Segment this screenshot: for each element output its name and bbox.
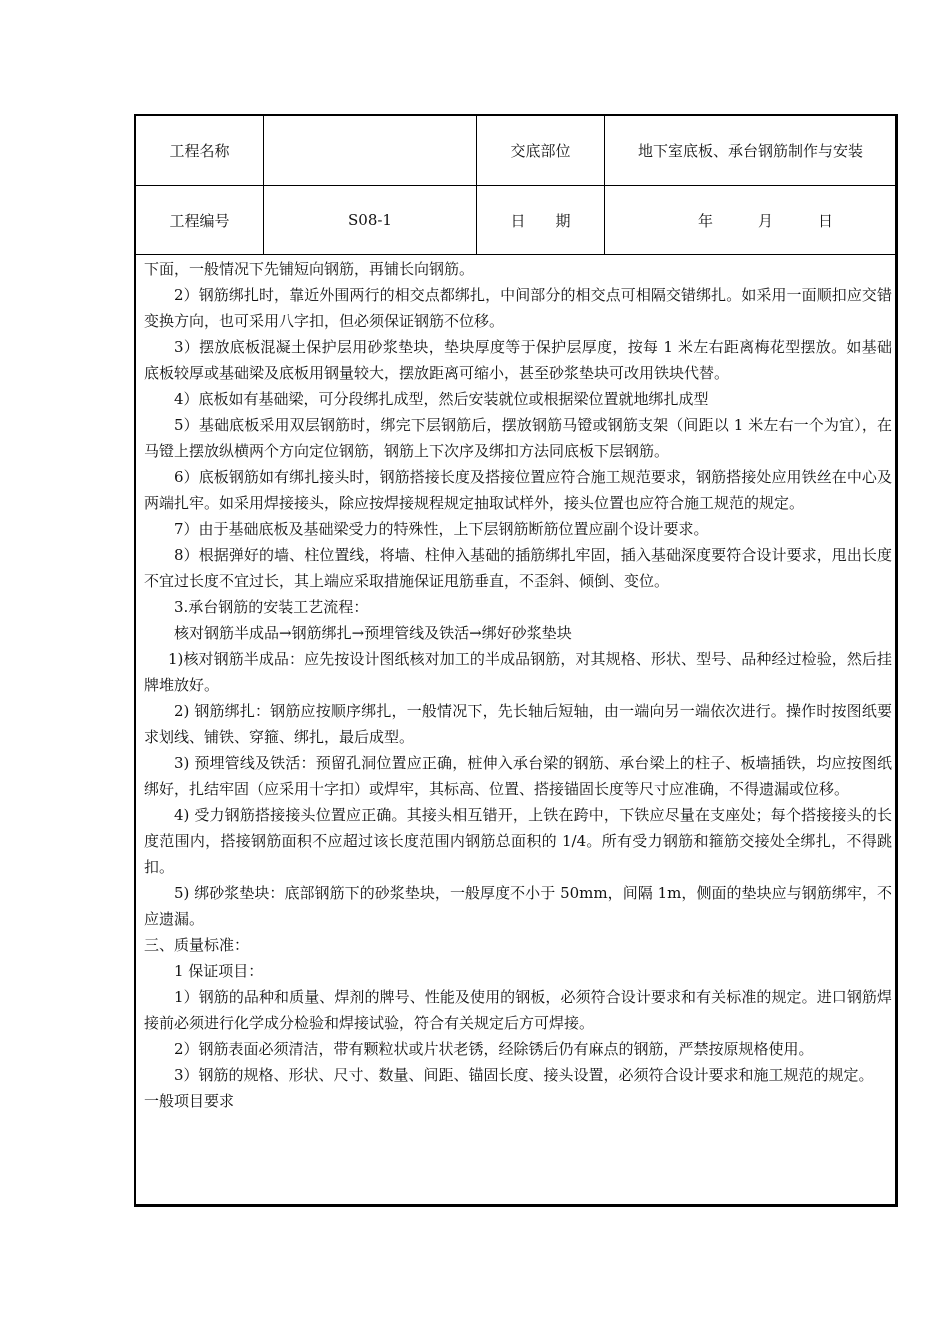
date-value: 年 月 日 [697,211,833,230]
content-paragraph: 1)核对钢筋半成品：应先按设计图纸核对加工的半成品钢筋，对其规格、形状、型号、品种经过检验，然后挂牌堆放好。 [144,650,892,694]
content-paragraph: 一般项目要求 [144,1092,235,1110]
location-value: 地下室底板、承台钢筋制作与安装 [637,142,863,160]
content-paragraph: 3.承台钢筋的安装工艺流程： [174,598,369,616]
disclosure-content [144,256,892,1114]
content-paragraph: 5）基础底板采用双层钢筋时，绑完下层钢筋后，摆放钢筋马镫或钢筋支架（间距以 1 米左右一个为宜），在马镫上摆放纵横两个方向定位钢筋，钢筋上下次序及绑扣方法同底板下层钢筋。 [144,416,892,460]
project-name-value [264,116,476,185]
project-no-value: S08-1 [348,211,392,229]
content-paragraph: 2) 钢筋绑扎：钢筋应按顺序绑扎，一般情况下，先长轴后短轴，由一端向另一端依次进行。操作时按图纸要求划线、铺铁、穿箍、绑扎，最后成型。 [144,702,892,746]
content-paragraph: 2）钢筋表面必须清洁，带有颗粒状或片状老锈，经除锈后仍有麻点的钢筋，严禁按原规格使用。 [174,1040,814,1058]
content-paragraph: 3) 预埋管线及铁活：预留孔洞位置应正确，桩伸入承台梁的钢筋、承台梁上的柱子、板墙插铁，均应按图纸绑好，扎结牢固（应采用十字扣）或焊牢，其标高、位置、搭接锚固长度等尺寸应准确，不得遗漏或位移。 [144,754,892,798]
content-paragraph: 6）底板钢筋如有绑扎接头时，钢筋搭接长度及搭接位置应符合施工规范要求，钢筋搭接处应用铁丝在中心及两端扎牢。如采用焊接接头，除应按焊接规程规定抽取试样外，接头位置也应符合施工规范的规定。 [144,468,892,512]
content-paragraph: 1）钢筋的品种和质量、焊剂的牌号、性能及使用的钢板，必须符合设计要求和有关标准的规定。进口钢筋焊接前必须进行化学成分检验和焊接试验，符合有关规定后方可焊接。 [144,988,892,1032]
content-paragraph: 4) 受力钢筋搭接接头位置应正确。其接头相互错开，上铁在跨中，下铁应尽量在支座处；每个搭接接头的长度范围内，搭接钢筋面积不应超过该长度范围内钢筋总面积的 1/4。所有受力钢筋和箍筋交接处全绑扎，不得跳扣。 [144,806,892,876]
content-paragraph: 7）由于基础底板及基础梁受力的特殊性，上下层钢筋断筋位置应副个设计要求。 [174,520,709,538]
content-paragraph: 3）钢筋的规格、形状、尺寸、数量、间距、锚固长度、接头设置，必须符合设计要求和施工规范的规定。 [174,1066,874,1084]
content-paragraph: 5) 绑砂浆垫块：底部钢筋下的砂浆垫块，一般厚度不小于 50mm，间隔 1m，侧面的垫块应与钢筋绑牢，不应遗漏。 [144,884,892,928]
content-paragraph: 4）底板如有基础梁，可分段绑扎成型，然后安装就位或根据梁位置就地绑扎成型 [174,390,709,408]
project-no-label: 工程编号 [169,211,230,230]
header-bottom-divider [136,254,896,255]
project-name-label: 工程名称 [169,142,230,160]
location-label: 交底部位 [510,142,571,160]
content-paragraph: 核对钢筋半成品→钢筋绑扎→预埋管线及铁活→绑好砂浆垫块 [174,624,572,642]
content-paragraph: 下面，一般情况下先铺短向钢筋，再铺长向钢筋。 [144,260,475,278]
content-paragraph: 三、质量标准： [144,936,250,954]
content-paragraph: 3）摆放底板混凝土保护层用砂浆垫块，垫块厚度等于保护层厚度，按每 1 米左右距离梅花型摆放。如基础底板较厚或基础梁及底板用钢量较大，摆放距离可缩小，甚至砂浆垫块可改用铁块代替。 [144,338,892,382]
content-paragraph: 2）钢筋绑扎时，靠近外围两行的相交点都绑扎，中间部分的相交点可相隔交错绑扎。如采用一面顺扣应交错变换方向，也可采用八字扣，但必须保证钢筋不位移。 [144,286,892,330]
date-label: 日 期 [510,211,571,230]
content-paragraph: 8）根据弹好的墙、柱位置线，将墙、柱伸入基础的插筋绑扎牢固，插入基础深度要符合设计要求，甩出长度不宜过长度不宜过长，其上端应采取措施保证甩筋垂直，不歪斜、倾倒、变位。 [144,546,892,590]
disclosure-form [134,114,898,1207]
content-paragraph: 1 保证项目： [174,962,264,980]
